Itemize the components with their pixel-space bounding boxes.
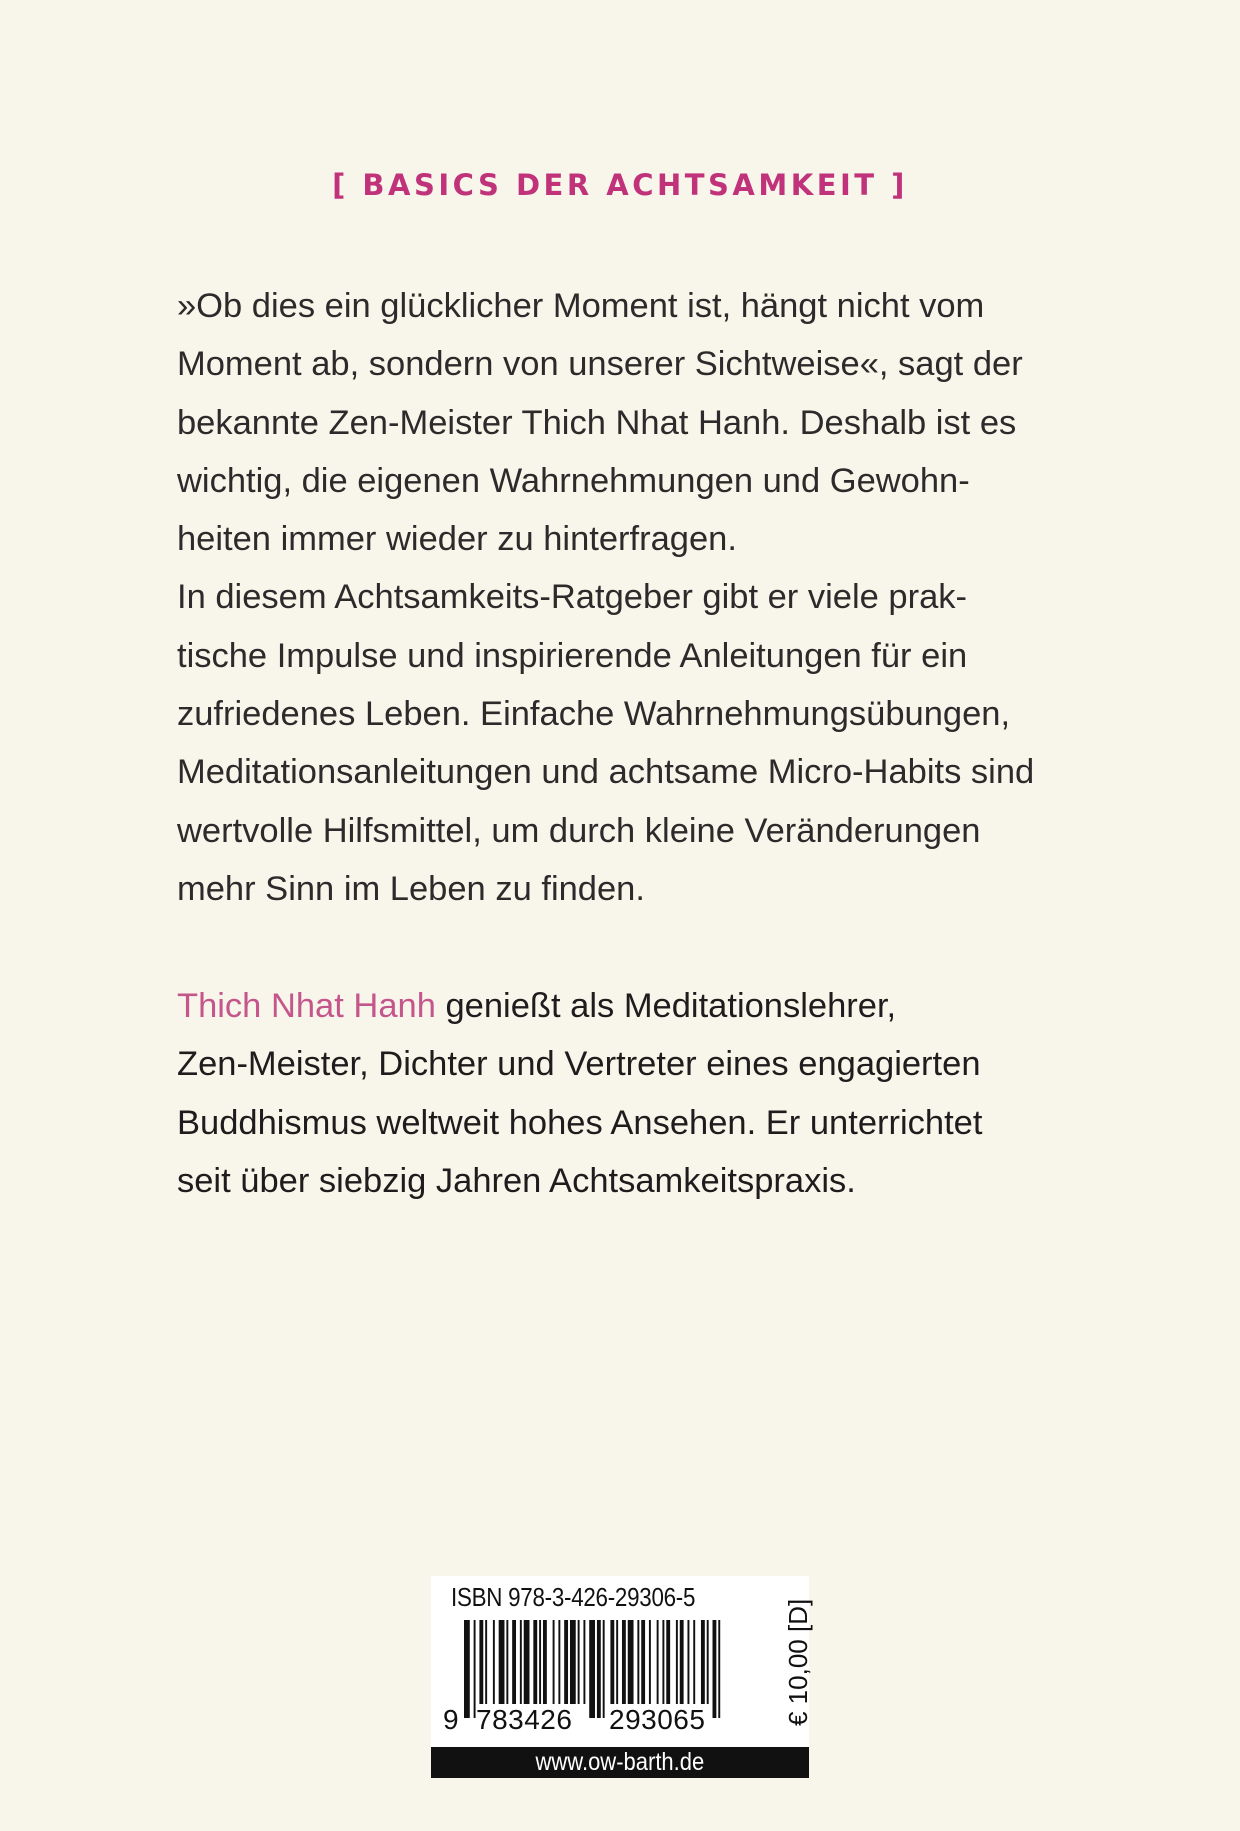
author-bio-line: [177, 977, 1097, 1035]
blurb-line: bekannte Zen-Meister Thich Nhat Hanh. Deshalb ist es: [177, 403, 1017, 442]
ean-first-digit: 9: [443, 1704, 459, 1735]
ean-group-left: 783426: [476, 1704, 573, 1735]
price-label: € 10,00 [D]: [783, 1598, 813, 1726]
blurb-line: heiten immer wieder zu hinterfragen.: [177, 520, 737, 559]
series-label: [ BASICS DER ACHTSAMKEIT ]: [332, 168, 908, 202]
ean-group-right: 293065: [609, 1704, 706, 1735]
publisher-url: www.ow-barth.de: [535, 1748, 705, 1776]
author-name: Thich Nhat Hanh: [177, 987, 436, 1025]
blurb-line: »Ob dies ein glücklicher Moment ist, hängt nicht vom: [177, 287, 985, 325]
blurb-line: wertvolle Hilfsmittel, um durch kleine Veränderungen: [177, 811, 981, 850]
blurb-line: tische Impulse und inspirierende Anleitungen für ein: [177, 636, 968, 675]
author-bio-line: seit über siebzig Jahren Achtsamkeitspraxis.: [177, 1161, 856, 1200]
blurb-line: Moment ab, sondern von unserer Sichtweise«, sagt der: [177, 345, 1023, 384]
author-bio-line: Buddhismus weltweit hohes Ansehen. Er unterrichtet: [177, 1103, 983, 1142]
blurb-line: Meditationsanleitungen und achtsame Micro-Habits sind: [177, 753, 1035, 792]
isbn-text: ISBN 978-3-426-29306-5: [451, 1582, 696, 1612]
blurb-line: wichtig, die eigenen Wahrnehmungen und Gewohn-: [177, 461, 970, 500]
author-bio-text: genießt als Meditationslehrer,: [435, 987, 897, 1025]
author-bio-line: Zen-Meister, Dichter und Vertreter eines engagierten: [177, 1045, 981, 1084]
blurb-line: zufriedenes Leben. Einfache Wahrnehmungsübungen,: [177, 695, 1011, 734]
author-bio: [177, 977, 1097, 1210]
blurb-line: mehr Sinn im Leben zu finden.: [177, 869, 645, 908]
publisher-url-bar: [431, 1747, 809, 1778]
blurb-line: In diesem Achtsamkeits-Ratgeber gibt er viele prak-: [177, 578, 968, 617]
book-blurb: [177, 277, 1097, 918]
barcode-box: [431, 1576, 813, 1747]
